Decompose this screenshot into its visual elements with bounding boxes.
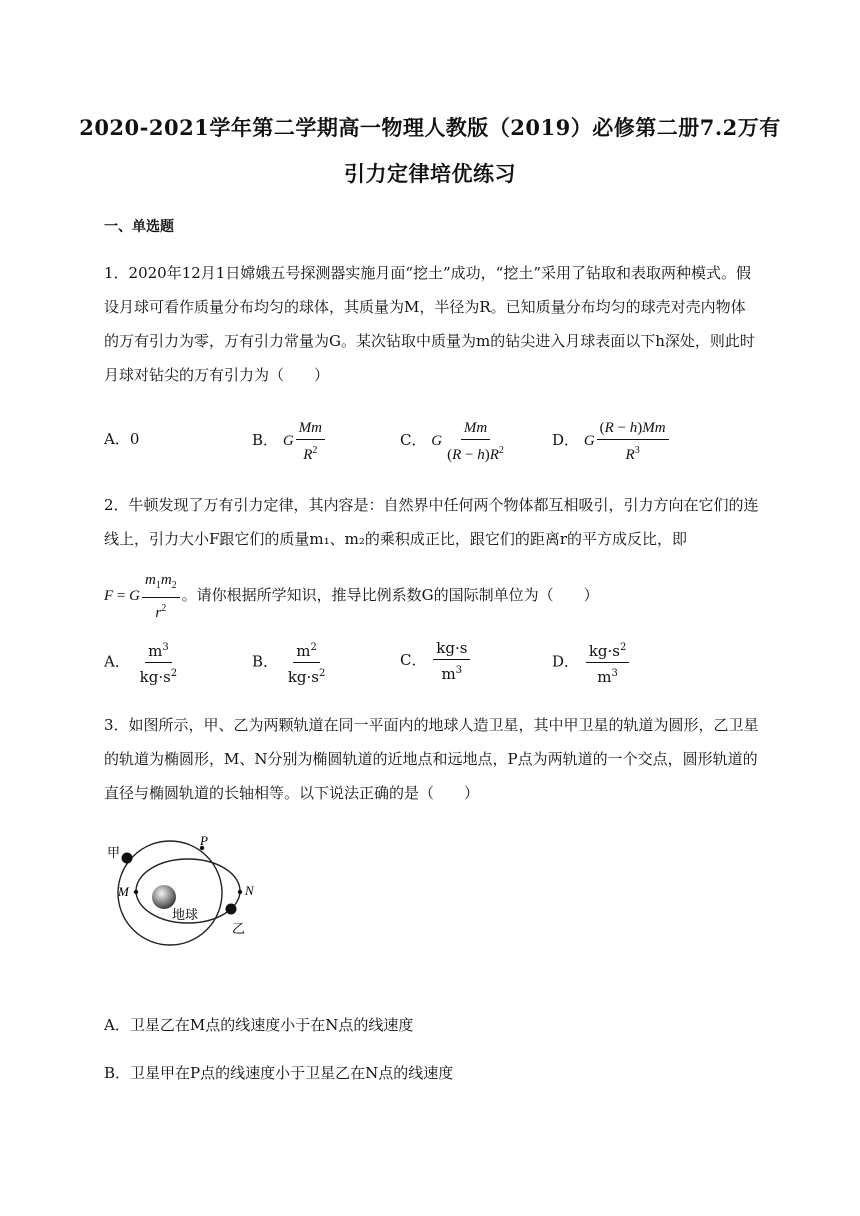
q2-option-b-formula: $\frac{m^2}{kg\cdot s^2}$: [285, 638, 329, 687]
earth-globe: [152, 885, 176, 909]
point-m-dot: [134, 890, 138, 894]
q2-option-b-label: B．: [252, 652, 279, 671]
q2-option-c-label: C．: [400, 651, 427, 669]
question-3-text: 3．如图所示，甲、乙为两颗轨道在同一平面内的地球人造卫星，其中甲卫星的轨道为圆形，乙卫星的轨道为椭圆形，M、N分别为椭圆轨道的近地点和远地点，P点为两轨道的一个交点，圆形轨道的直径与椭圆轨道的长轴相等。以下说法正确的是（ ）: [104, 716, 759, 802]
label-n: N: [245, 883, 254, 898]
question-1-text: 1．2020年12月1日嫦娥五号探测器实施月面“挖土”成功，“挖土”采用了钻取和表取两种模式。假设月球可看作质量分布均匀的球体，其质量为M，半径为R。已知质量分布均匀的球壳对壳内物体的万有引力为零，万有引力常量为G。某次钻取中质量为m的钻尖进入月球表面以下h深处，则此时月球对钻尖的万有引力为（ ）: [104, 264, 755, 384]
q2-option-d-label: D．: [552, 652, 580, 671]
label-m: M: [118, 884, 129, 899]
q2-option-d: [552, 638, 631, 687]
document-title-line2: 引力定律培优练习: [344, 161, 516, 186]
satellite-yi: [226, 904, 237, 915]
q2-option-a: [104, 638, 182, 687]
label-p: P: [200, 835, 208, 848]
q2-option-a-label: A．: [104, 652, 130, 671]
q3-option-a: A．卫星乙在M点的线速度小于在N点的线速度: [104, 1016, 414, 1034]
label-yi: 乙: [232, 922, 246, 937]
q2-option-d-formula: $\frac{kg\cdot s^2}{m^3}$: [586, 638, 630, 687]
question-2-tail: 。请你根据所学知识，推导比例系数G的国际制单位为（ ）: [181, 585, 599, 604]
label-earth: 地球: [172, 908, 199, 923]
q1-option-c-formula: G $\frac{Mm}{(R - h)R^2}$: [431, 420, 504, 463]
q1-option-b: [252, 418, 327, 465]
orbit-diagram: [104, 835, 264, 947]
q1-option-b-formula: G $\frac{Mm}{R^2}$: [283, 433, 327, 449]
q1-option-c-label: C．: [400, 430, 427, 449]
q2-option-c: [400, 638, 472, 684]
q2-option-a-formula: $\frac{m^3}{kg\cdot s^2}$: [137, 638, 181, 687]
satellite-jia: [122, 853, 133, 864]
document-title-line1: 2020-2021学年第二学期高一物理人教版（2019）必修第二册7.2万有: [79, 115, 781, 140]
section-heading: 一、单选题: [104, 219, 174, 235]
question-2-text: 2．牛顿发现了万有引力定律，其内容是：自然界中任何两个物体都互相吸引，引力方向在它们的连线上，引力大小F跟它们的质量m₁、m₂的乘积成正比，跟它们的距离r的平方成反比，即: [104, 496, 759, 548]
q1-option-b-label: B．: [252, 430, 279, 449]
q1-option-c: [400, 418, 509, 465]
q1-option-d-formula: G $\frac{(R - h)Mm}{R^3}$: [584, 433, 671, 449]
q1-option-a: A．0: [104, 430, 140, 448]
q2-option-c-formula: $\frac{kg\cdot s}{m^3}$: [433, 638, 470, 684]
q2-option-b: [252, 638, 330, 687]
q1-option-d-label: D．: [552, 430, 580, 449]
q2-formula-line: [104, 570, 599, 623]
label-jia: 甲: [107, 846, 121, 861]
q1-option-d: [552, 418, 671, 465]
point-n-dot: [238, 890, 242, 894]
gravitation-formula: F = G $\frac{m_1m_2}{r^2}$: [104, 588, 182, 604]
q3-option-b: B．卫星甲在P点的线速度小于卫星乙在N点的线速度: [104, 1064, 454, 1082]
